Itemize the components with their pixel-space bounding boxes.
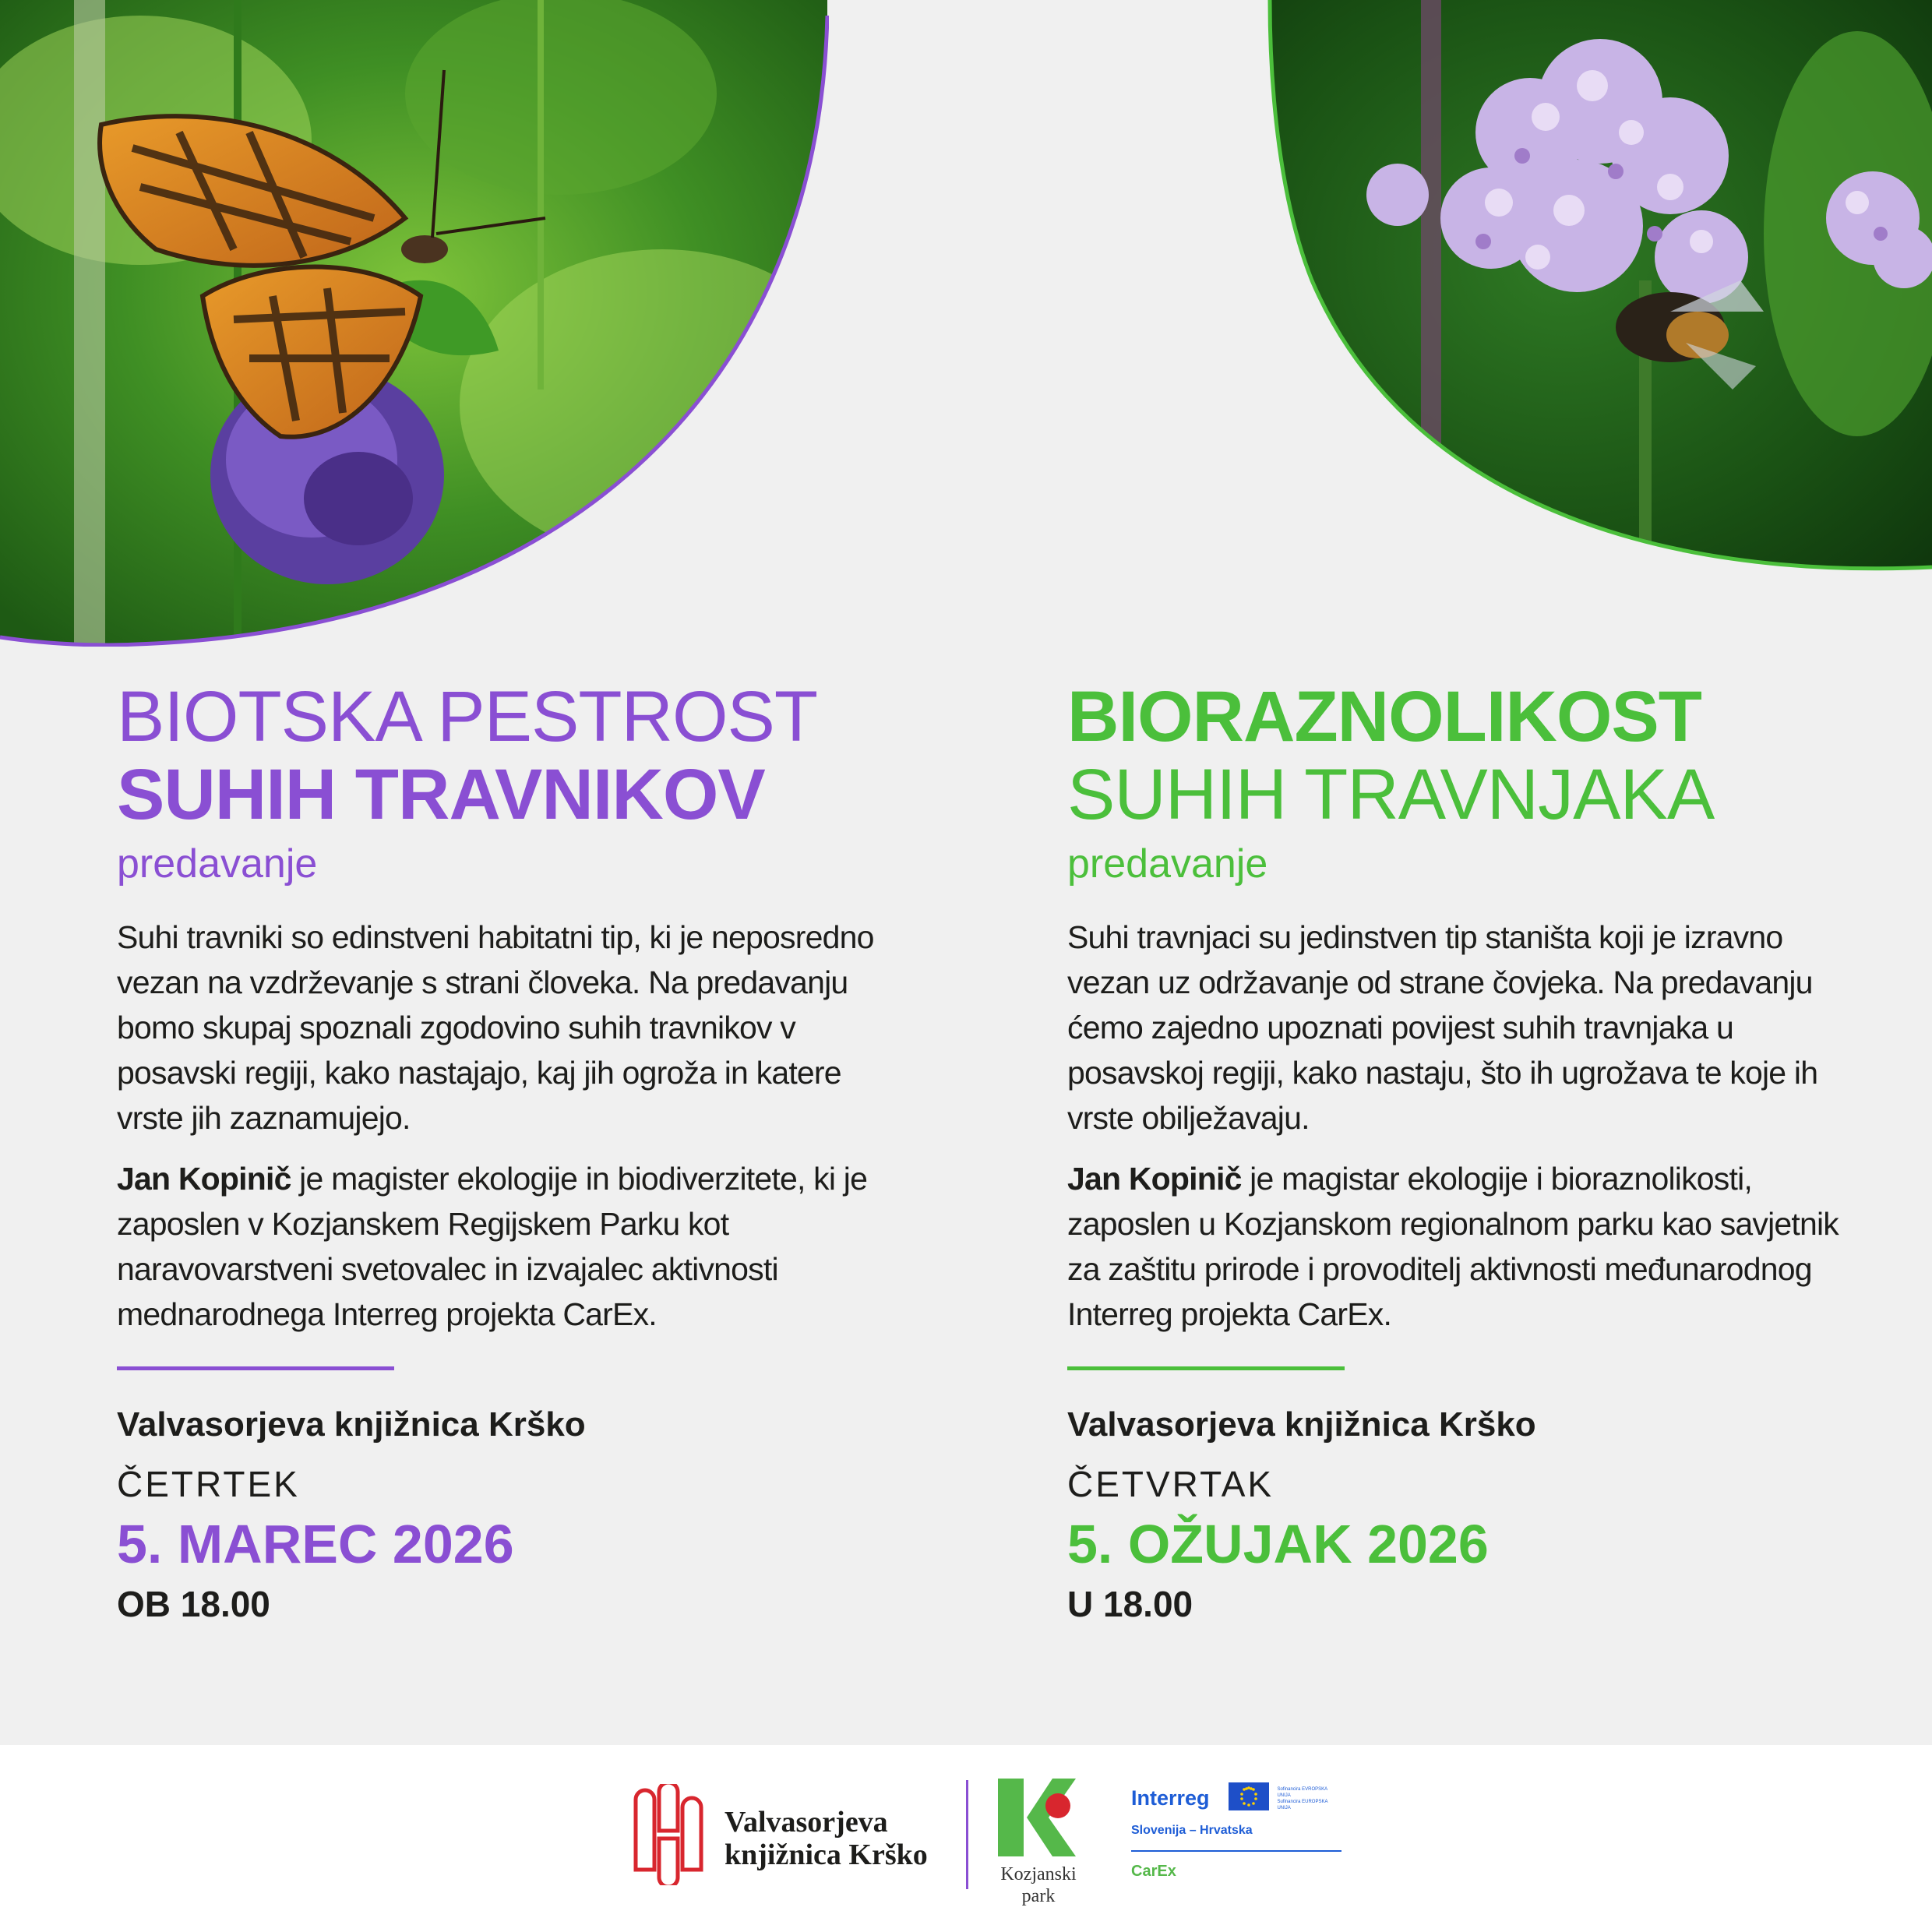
programme-name: Slovenija – Hrvatska: [1131, 1824, 1253, 1837]
speaker-bio: je magister ekologije in biodiverzitete, ki je zaposlen v Kozjanskem Regijskem Parku kot naravovarstveni svetovalec in izvajalec aktivnosti mednarodnega Interreg projekta CarEx.: [117, 1161, 868, 1332]
title-line1: BIOTSKA PESTROST: [117, 677, 818, 756]
butterfly-photo: [0, 0, 829, 647]
speaker-name: Jan Kopinič: [1067, 1161, 1242, 1197]
logo-divider: [966, 1780, 968, 1889]
interreg-label: Interreg: [1131, 1786, 1210, 1810]
event-date: 5. OŽUJAK 2026: [1067, 1514, 1489, 1574]
venue: Valvasorjeva knjižnica Krško: [117, 1405, 586, 1444]
event-day: ČETRTEK: [117, 1464, 300, 1504]
title-line2: SUHIH TRAVNIKOV: [117, 755, 765, 834]
event-time: U 18.00: [1067, 1584, 1193, 1624]
speaker-paragraph: [117, 1156, 896, 1337]
slovenian-announcement: [117, 678, 896, 1627]
library-logo-icon: [629, 1784, 707, 1889]
body-text: [117, 915, 896, 1337]
park-name-line2: park: [1021, 1886, 1056, 1906]
speaker-paragraph: [1067, 1156, 1846, 1337]
title: [1067, 678, 1846, 834]
event-time: OB 18.00: [117, 1584, 270, 1624]
event-day: ČETVRTAK: [1067, 1464, 1274, 1504]
eu-cofunding-note: [1277, 1786, 1331, 1811]
speaker-name: Jan Kopinič: [117, 1161, 291, 1197]
subtitle: predavanje: [1067, 841, 1268, 887]
divider-rule: [1067, 1366, 1345, 1370]
eu-note-line1: Sofinancira EVROPSKA UNIJA: [1277, 1786, 1327, 1798]
title: [117, 678, 896, 834]
flower-bee-photo: [1265, 0, 1932, 573]
library-name-line1: Valvasorjeva: [724, 1806, 888, 1839]
interreg-logo: [1131, 1782, 1341, 1881]
description: Suhi travnjaci su jedinstven tip staništa koji je izravno vezan uz održavanje od strane čovjeka. Na predavanju ćemo zajedno upoznati povijest suhih travnjaka u posavskoj regiji, kako nastaju, što ih ugrožava te koje ih vrste obilježavaju.: [1067, 919, 1818, 1136]
description: Suhi travniki so edinstveni habitatni tip, ki je neposredno vezan na vzdrževanje s strani človeka. Na predavanju bomo skupaj spoznali zgodovino suhih travnikov v posavski regiji, kako nastajajo, kaj jih ogroža in katere vrste jih zaznamujejo.: [117, 919, 874, 1136]
park-name-line1: Kozjanski: [1000, 1864, 1077, 1884]
eu-note-line2: Sufinancira EUROPSKA UNIJA: [1277, 1799, 1328, 1810]
library-name-line2: knjižnica Krško: [724, 1839, 928, 1871]
park-name: [982, 1863, 1095, 1907]
project-name: CarEx: [1131, 1863, 1176, 1880]
eu-flag-icon: [1229, 1782, 1269, 1814]
title-line2: SUHIH TRAVNJAKA: [1067, 755, 1715, 834]
divider-rule: [117, 1366, 394, 1370]
body-text: [1067, 915, 1846, 1337]
subtitle: predavanje: [117, 841, 318, 887]
venue: Valvasorjeva knjižnica Krško: [1067, 1405, 1536, 1444]
library-name: [724, 1806, 928, 1871]
speaker-bio: je magistar ekologije i bioraznolikosti, zaposlen u Kozjanskom regionalnom parku kao savjetnik za zaštitu prirode i provoditelj aktivnosti međunarodnog Interreg projekta CarEx.: [1067, 1161, 1839, 1332]
interreg-rule: [1131, 1850, 1341, 1852]
footer-logos: [0, 1745, 1932, 1932]
title-line1: BIORAZNOLIKOST: [1067, 677, 1701, 756]
event-date: 5. MAREC 2026: [117, 1514, 514, 1574]
kozjanski-park-logo-icon: [994, 1775, 1080, 1864]
croatian-announcement: [1067, 678, 1846, 1627]
